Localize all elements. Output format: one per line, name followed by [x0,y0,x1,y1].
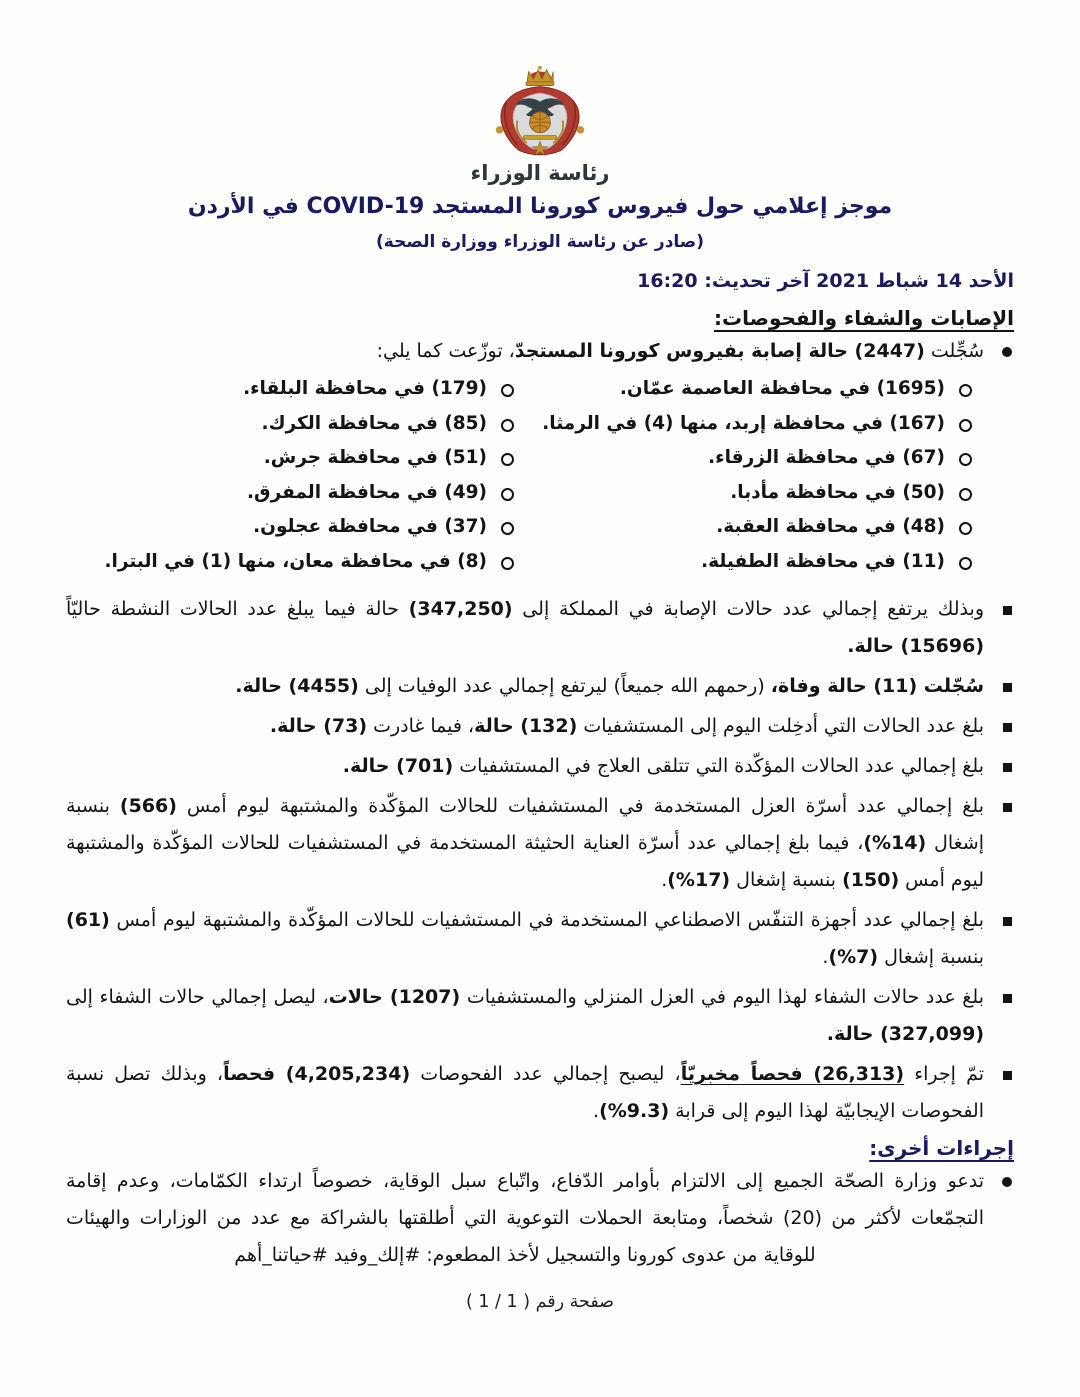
document-title: موجز إعلامي حول فيروس كورونا المستجد COVID-19 في الأردن [187,194,893,219]
gov-item-irbid [524,407,972,442]
square-bullet-icon [1003,1071,1012,1080]
circle-bullet-icon [501,522,514,535]
crown-icon [526,66,554,86]
date-line: الأحد 14 شباط 2021 آخر تحديث: 16:20 [637,270,1014,292]
disc-bullet-icon [1002,1177,1012,1187]
gov-item-text: (37) في محافظة عجلون. [253,516,487,537]
circle-bullet-icon [959,488,972,501]
text-segment: (15696) حالة. [847,635,984,657]
logo-block [0,0,1080,185]
tests-bullet [66,1056,1014,1130]
gov-item-madaba [524,476,972,511]
disc-bullet-icon [1002,347,1012,357]
prevention-measures-bullet [66,1163,1014,1274]
square-bullet-icon [1003,723,1012,732]
text-segment: (327,099) حالة. [826,1023,984,1045]
text-segment: بلغ عدد الحالات التي أدخِلت اليوم إلى المستشفيات [577,715,984,737]
gov-item-text: (51) في محافظة جرش. [263,447,487,468]
gov-item-text: (67) في محافظة الزرقاء. [708,447,945,468]
circle-bullet-icon [959,557,972,570]
square-bullet-icon [1003,683,1012,692]
text-segment: سُجِّلت [924,340,984,362]
gov-item-text: (50) في محافظة مأدبا. [730,481,945,503]
text-segment: (%7) [828,946,879,968]
text-segment: (132) حالة [474,715,578,737]
gov-item-text: (8) في محافظة معان، منها (1) في البترا. [104,550,487,572]
square-bullet-icon [1003,803,1012,812]
text-segment: ، ليصبح إجمالي عدد الفحوصات [410,1063,681,1085]
in-treatment-bullet [66,748,1014,785]
text-segment: تمّ إجراء [904,1063,985,1085]
circle-bullet-icon [959,522,972,535]
circle-bullet-icon [501,488,514,501]
gov-item-tafileh [524,545,972,580]
text-segment: (566) [119,795,177,817]
square-bullet-icon [1003,994,1012,1003]
total-cases-bullet [66,591,1014,665]
circle-bullet-icon [959,419,972,432]
text-segment: (73) حالة. [269,715,368,737]
circle-bullet-icon [501,384,514,397]
gov-item-text: (49) في محافظة المفرق. [247,481,487,503]
isolation-beds-bullet [66,788,1014,899]
circle-bullet-icon [959,453,972,466]
text-segment: . [822,946,829,968]
text-segment: بنسبة إشغال [730,869,843,891]
text-segment: ، فيما بلغ إجمالي عدد أسرّة العناية الحثيثة المستخدمة في المستشفيات للحالات المؤكّدة والمشتبهة ليوم أمس [66,832,984,891]
gov-item-zarqa [524,441,972,476]
circle-bullet-icon [501,453,514,466]
new-cases-bullet [66,333,1014,370]
globe-icon [530,112,551,133]
circle-bullet-icon [501,557,514,570]
governorate-column-left [66,372,514,579]
text-segment: ، ليصل إجمالي حالات الشفاء إلى [66,986,329,1008]
text-segment: . [593,1100,600,1122]
recoveries-bullet [66,979,1014,1053]
gov-item-text: (11) في محافظة الطفيلة. [701,550,945,572]
gov-item-text: (85) في محافظة الكرك. [261,412,487,434]
text-segment: (4,205,234) فحصاً [223,1063,411,1085]
ribbon-shape [523,136,557,140]
text-segment: (%14) [863,832,927,854]
governorate-column-right [524,372,972,579]
text-segment: سُجّلت (11) حالة وفاة، [770,675,984,697]
text-segment: (4455) حالة. [235,675,359,697]
text-segment: بلغ إجمالي عدد أجهزة التنفّس الاصطناعي المستخدمة في المستشفيات للحالات المؤكّدة والمشتبهة ليوم أمس [109,909,984,931]
text-segment: (150) [842,869,900,891]
document-subtitle: (صادر عن رئاسة الوزراء ووزارة الصحة) [376,232,704,252]
text-segment: وبذلك يرتفع إجمالي عدد حالات الإصابة في المملكة إلى [512,598,984,620]
section-heading-cases: الإصابات والشفاء والفحوصات: [714,306,1014,330]
square-bullet-icon [1003,763,1012,772]
text-segment: (2447) حالة إصابة بفيروس كورونا المستجدّ [514,340,925,362]
text-segment: (1207) حالات [328,986,461,1008]
text-segment: (701) حالة. [342,755,454,777]
gov-item-aqaba [524,510,972,545]
circle-bullet-icon [959,384,972,397]
square-bullet-icon [1003,606,1012,615]
gov-item-text: (167) في محافظة إربد، منها (4) في الرمثا. [542,412,945,434]
gov-item-ajloun [66,510,514,545]
text-segment: (61) [66,909,110,931]
gov-item-text: (48) في محافظة العقبة. [716,516,945,537]
text-segment: حالة فيما يبلغ عدد الحالات النشطة حاليّاً [66,598,409,620]
gov-item-jerash [66,441,514,476]
text-segment: (رحمهم الله جميعاً) ليرتفع إجمالي عدد الوفيات إلى [358,675,771,697]
gov-item-text: (1695) في محافظة العاصمة عمّان. [619,378,945,399]
text-segment: تدعو وزارة الصحّة الجميع إلى الالتزام بأوامر الدّفاع، واتّباع سبل الوقاية، خصوصاً ارتداء الكمّامات، وعدم إقامة التجمّعات لأكثر من (20) شخصاً، ومتابعة الحملات التوعوية التي أطلقتها بالشراكة مع عدد من الوزارات والهيئات للوقاية من عدوى كورونا والتسجيل لأخذ المطعوم: #إلك_وفيد #حياتنا_أهم [66,1170,984,1266]
text-segment: . [661,869,668,891]
text-segment: بنسبة إشغال [878,946,984,968]
text-segment: (347,250) [408,598,513,620]
text-segment: بنسبة إشغال [66,795,985,854]
text-segment: بلغ إجمالي عدد أسرّة العزل المستخدمة في المستشفيات للحالات المؤكّدة والمشتبهة ليوم أمس [176,795,984,817]
gov-item-balqa [66,372,514,407]
text-segment: ، وبذلك تصل نسبة الفحوصات الإيجابيّة لهذا اليوم إلى قرابة [66,1063,984,1122]
section-heading-other-measures: إجراءات أخرى: [869,1136,1014,1160]
gov-item-maan [66,545,514,580]
document-body [0,306,1080,1274]
ventilators-bullet [66,902,1014,976]
text-segment: (%17) [667,869,731,891]
text-segment: ، فيما غادرت [367,715,475,737]
jordan-coat-of-arms-logo [474,64,606,160]
text-segment: ، توزّعت كما يلي: [376,340,515,362]
square-bullet-icon [1003,917,1012,926]
text-segment: (26,313) فحصاً مخبريّاً [680,1063,905,1085]
circle-bullet-icon [501,419,514,432]
gov-item-amman [524,372,972,407]
gov-item-text: (179) في محافظة البلقاء. [243,378,487,399]
gov-item-karak [66,407,514,442]
footer-page-number: صفحة رقم ( 1 / 1 ) [465,1292,615,1312]
text-segment: بلغ عدد حالات الشفاء لهذا اليوم في العزل المنزلي والمستشفيات [460,986,984,1008]
gov-item-mafraq [66,476,514,511]
text-segment: (%9.3) [599,1100,670,1122]
text-segment: بلغ إجمالي عدد الحالات المؤكّدة التي تتلقى العلاج في المستشفيات [453,755,984,777]
deaths-bullet [66,668,1014,705]
governorate-breakdown [66,372,1014,579]
logo-caption: رئاسة الوزراء [470,161,610,185]
hospital-admissions-bullet [66,708,1014,745]
